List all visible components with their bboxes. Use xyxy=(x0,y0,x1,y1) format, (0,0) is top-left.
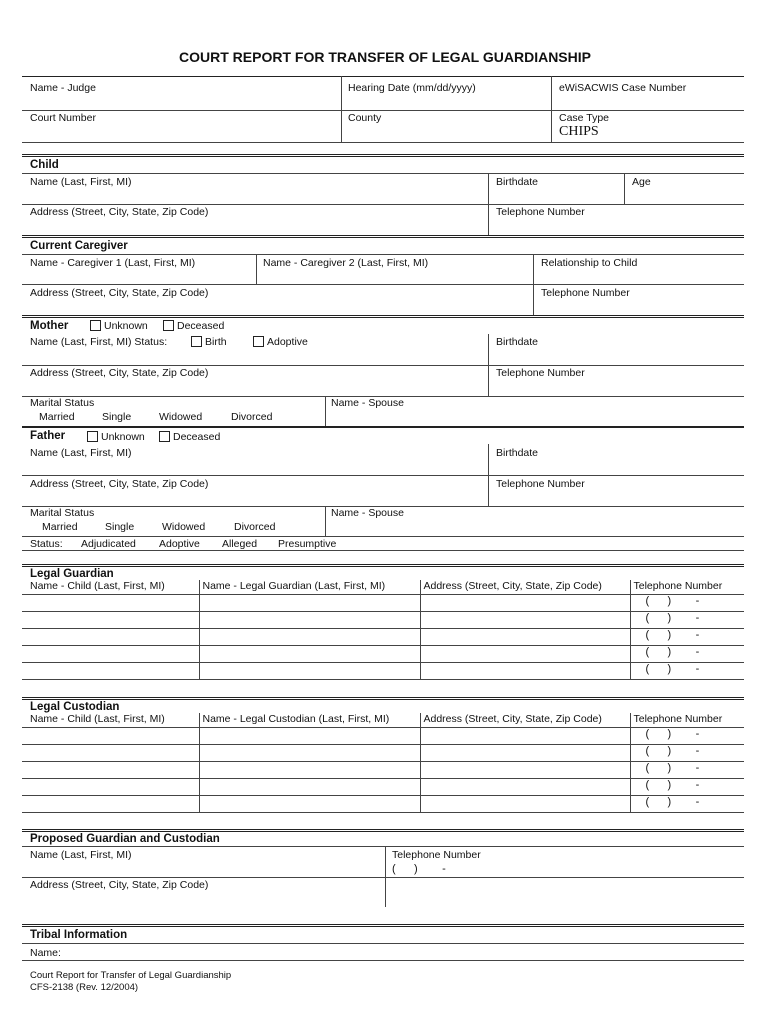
mother-marital-label: Marital Status xyxy=(30,397,95,409)
caregiver-heading: Current Caregiver xyxy=(30,240,128,252)
guardian-phone-cell[interactable] xyxy=(630,594,744,611)
guardian-address-cell[interactable] xyxy=(420,645,630,662)
custodian-child-cell[interactable] xyxy=(22,744,199,761)
father-deceased-checkbox[interactable] xyxy=(159,431,170,442)
child-heading: Child xyxy=(30,159,59,171)
divider xyxy=(22,284,744,285)
father-telephone-field[interactable] xyxy=(496,491,740,505)
divider xyxy=(22,877,744,878)
guardian-child-cell[interactable] xyxy=(22,611,199,628)
child-birthdate-label: Birthdate xyxy=(496,176,539,188)
divider xyxy=(22,846,744,847)
column-header: Telephone Number xyxy=(630,713,744,727)
table-row[interactable] xyxy=(22,594,744,611)
case-number-field[interactable] xyxy=(559,94,739,108)
proposed-name-field[interactable] xyxy=(30,862,379,876)
mother-adoptive-option[interactable] xyxy=(253,336,308,348)
column-header: Address (Street, City, State, Zip Code) xyxy=(420,713,630,727)
mother-divorced-option[interactable]: Divorced xyxy=(231,411,273,423)
judge-field[interactable] xyxy=(30,94,335,108)
guardian-child-cell[interactable] xyxy=(22,662,199,679)
divider xyxy=(22,550,744,551)
guardian-address-cell[interactable] xyxy=(420,611,630,628)
caregiver-telephone-label: Telephone Number xyxy=(541,287,630,299)
legal-guardian-table xyxy=(22,580,744,680)
caregiver-telephone-field[interactable] xyxy=(541,299,740,313)
guardian-address-cell[interactable] xyxy=(420,662,630,679)
county-label: County xyxy=(348,112,382,124)
guardian-child-cell[interactable] xyxy=(22,594,199,611)
table-header-row xyxy=(22,580,744,594)
divider xyxy=(22,254,744,255)
tribal-heading: Tribal Information xyxy=(30,929,128,941)
father-adoptive-option[interactable]: Adoptive xyxy=(159,538,200,550)
table-row[interactable] xyxy=(22,744,744,761)
court-number-label: Court Number xyxy=(30,112,96,124)
mother-birth-label: Birth xyxy=(205,336,227,348)
mother-single-option[interactable]: Single xyxy=(102,411,132,423)
mother-unknown-option[interactable] xyxy=(90,320,148,332)
divider xyxy=(22,960,744,961)
proposed-address-label: Address (Street, City, State, Zip Code) xyxy=(30,879,209,891)
divider xyxy=(551,76,552,142)
column-header: Telephone Number xyxy=(630,580,744,594)
father-marital-label: Marital Status xyxy=(30,507,95,519)
divider xyxy=(22,536,744,537)
table-row[interactable] xyxy=(22,795,744,812)
case-type-label: Case Type xyxy=(559,112,610,124)
guardian-address-cell[interactable] xyxy=(420,594,630,611)
custodian-address-cell[interactable] xyxy=(420,727,630,744)
father-widowed-option[interactable]: Widowed xyxy=(162,521,206,533)
proposed-telephone-field[interactable]: ( ) - xyxy=(392,863,446,875)
father-spouse-field[interactable] xyxy=(331,520,740,534)
child-name-field[interactable] xyxy=(30,189,482,203)
mother-name-status-label: Name (Last, First, MI) Status: xyxy=(30,336,168,348)
custodian-name-cell[interactable] xyxy=(199,744,420,761)
section-rule xyxy=(22,235,744,238)
father-unknown-checkbox[interactable] xyxy=(87,431,98,442)
footer-form-number: CFS-2138 (Rev. 12/2004) xyxy=(30,982,139,993)
custodian-phone-cell[interactable] xyxy=(630,761,744,778)
custodian-address-cell[interactable] xyxy=(420,761,630,778)
proposed-address-field[interactable] xyxy=(30,892,379,906)
phone-placeholder: ( ) - xyxy=(645,761,700,774)
section-rule xyxy=(22,154,744,157)
child-address-field[interactable] xyxy=(30,219,482,233)
divider xyxy=(325,396,326,426)
divider xyxy=(624,173,625,204)
table-row[interactable] xyxy=(22,628,744,645)
custodian-phone-cell[interactable] xyxy=(630,778,744,795)
custodian-phone-cell[interactable] xyxy=(630,795,744,812)
phone-placeholder: ( ) - xyxy=(645,662,700,675)
county-field[interactable] xyxy=(348,124,546,138)
father-telephone-label: Telephone Number xyxy=(496,478,585,490)
father-birthdate-field[interactable] xyxy=(496,460,740,474)
custodian-address-cell[interactable] xyxy=(420,795,630,812)
hearing-date-label: Hearing Date (mm/dd/yyyy) xyxy=(348,82,476,94)
phone-placeholder: ( ) - xyxy=(645,795,700,808)
child-address-label: Address (Street, City, State, Zip Code) xyxy=(30,206,209,218)
phone-placeholder: ( ) - xyxy=(645,594,700,607)
guardian-child-cell[interactable] xyxy=(22,628,199,645)
phone-placeholder: ( ) - xyxy=(645,645,700,658)
custodian-name-cell[interactable] xyxy=(199,778,420,795)
divider xyxy=(341,76,342,142)
section-rule xyxy=(22,315,744,318)
mother-unknown-label: Unknown xyxy=(104,320,148,332)
phone-placeholder: ( ) - xyxy=(645,744,700,757)
caregiver-address-field[interactable] xyxy=(30,299,527,313)
guardian-name-cell[interactable] xyxy=(199,645,420,662)
divider xyxy=(22,365,744,366)
guardian-name-cell[interactable] xyxy=(199,662,420,679)
mother-spouse-label: Name - Spouse xyxy=(331,397,404,409)
proposed-address-extra-field[interactable] xyxy=(392,892,740,906)
father-married-option[interactable]: Married xyxy=(42,521,78,533)
phone-placeholder: ( ) - xyxy=(645,611,700,624)
table-row[interactable] xyxy=(22,727,744,744)
mother-telephone-label: Telephone Number xyxy=(496,367,585,379)
column-header: Name - Legal Guardian (Last, First, MI) xyxy=(199,580,420,594)
father-adjudicated-option[interactable]: Adjudicated xyxy=(81,538,136,550)
guardian-name-cell[interactable] xyxy=(199,611,420,628)
divider xyxy=(256,254,257,284)
section-rule xyxy=(22,829,744,832)
column-header: Name - Child (Last, First, MI) xyxy=(22,580,199,594)
custodian-child-cell[interactable] xyxy=(22,795,199,812)
mother-deceased-label: Deceased xyxy=(177,320,225,332)
divider xyxy=(22,943,744,944)
child-age-field[interactable] xyxy=(632,189,740,203)
mother-birth-option[interactable] xyxy=(191,336,227,348)
mother-address-field[interactable] xyxy=(30,380,482,394)
custodian-name-cell[interactable] xyxy=(199,761,420,778)
father-unknown-option[interactable] xyxy=(87,431,145,443)
table-row[interactable] xyxy=(22,645,744,662)
mother-birthdate-field[interactable] xyxy=(496,349,740,363)
mother-deceased-option[interactable] xyxy=(163,320,224,332)
custodian-name-cell[interactable] xyxy=(199,727,420,744)
section-rule xyxy=(22,564,744,567)
phone-placeholder: ( ) - xyxy=(645,727,700,740)
mother-birth-checkbox[interactable] xyxy=(191,336,202,347)
guardian-phone-cell[interactable] xyxy=(630,611,744,628)
table-header-row xyxy=(22,713,744,727)
child-birthdate-field[interactable] xyxy=(496,189,620,203)
tribal-name-label: Name: xyxy=(30,947,61,959)
mother-telephone-field[interactable] xyxy=(496,380,740,394)
divider xyxy=(22,142,744,143)
form-title: COURT REPORT FOR TRANSFER OF LEGAL GUARDIANSHIP xyxy=(179,49,591,65)
mother-birthdate-label: Birthdate xyxy=(496,336,539,348)
section-rule xyxy=(22,426,744,428)
child-telephone-label: Telephone Number xyxy=(496,206,585,218)
hearing-date-field[interactable] xyxy=(348,94,546,108)
guardian-phone-cell[interactable] xyxy=(630,628,744,645)
section-rule xyxy=(22,697,744,700)
father-spouse-label: Name - Spouse xyxy=(331,507,404,519)
judge-label: Name - Judge xyxy=(30,82,96,94)
mother-adoptive-label: Adoptive xyxy=(267,336,308,348)
legal-guardian-heading: Legal Guardian xyxy=(30,568,114,580)
guardian-address-cell[interactable] xyxy=(420,628,630,645)
mother-heading: Mother xyxy=(30,320,69,332)
mother-widowed-option[interactable]: Widowed xyxy=(159,411,203,423)
caregiver2-label: Name - Caregiver 2 (Last, First, MI) xyxy=(263,257,429,269)
divider xyxy=(22,110,744,111)
legal-custodian-table xyxy=(22,713,744,813)
child-name-label: Name (Last, First, MI) xyxy=(30,176,132,188)
custodian-address-cell[interactable] xyxy=(420,778,630,795)
father-heading: Father xyxy=(30,430,66,442)
father-alleged-option[interactable]: Alleged xyxy=(222,538,258,550)
proposed-telephone-label: Telephone Number xyxy=(392,849,481,861)
father-address-label: Address (Street, City, State, Zip Code) xyxy=(30,478,209,490)
court-number-field[interactable] xyxy=(30,124,335,138)
case-type-value[interactable]: CHIPS xyxy=(559,124,599,139)
legal-custodian-heading: Legal Custodian xyxy=(30,701,120,713)
guardian-name-cell[interactable] xyxy=(199,594,420,611)
table-row[interactable] xyxy=(22,761,744,778)
custodian-name-cell[interactable] xyxy=(199,795,420,812)
mother-name-field[interactable] xyxy=(30,349,482,363)
section-rule xyxy=(22,924,744,927)
caregiver1-label: Name - Caregiver 1 (Last, First, MI) xyxy=(30,257,196,269)
column-header: Address (Street, City, State, Zip Code) xyxy=(420,580,630,594)
mother-address-label: Address (Street, City, State, Zip Code) xyxy=(30,367,209,379)
custodian-child-cell[interactable] xyxy=(22,761,199,778)
custodian-phone-cell[interactable] xyxy=(630,744,744,761)
header-top-rule xyxy=(22,76,744,77)
father-name-field[interactable] xyxy=(30,460,482,474)
mother-unknown-checkbox[interactable] xyxy=(90,320,101,331)
divider xyxy=(325,506,326,536)
divider xyxy=(22,204,744,205)
column-header: Name - Legal Custodian (Last, First, MI) xyxy=(199,713,420,727)
proposed-heading: Proposed Guardian and Custodian xyxy=(30,833,220,845)
father-status-label: Status: xyxy=(30,538,63,550)
relationship-label: Relationship to Child xyxy=(541,257,638,269)
footer-form-name: Court Report for Transfer of Legal Guardianship xyxy=(30,970,232,981)
relationship-field[interactable] xyxy=(541,269,740,283)
father-divorced-option[interactable]: Divorced xyxy=(234,521,276,533)
table-row[interactable] xyxy=(22,662,744,679)
guardian-phone-cell[interactable] xyxy=(630,645,744,662)
proposed-name-label: Name (Last, First, MI) xyxy=(30,849,132,861)
mother-deceased-checkbox[interactable] xyxy=(163,320,174,331)
caregiver-address-label: Address (Street, City, State, Zip Code) xyxy=(30,287,209,299)
father-presumptive-option[interactable]: Presumptive xyxy=(278,538,337,550)
table-row[interactable] xyxy=(22,611,744,628)
child-telephone-field[interactable] xyxy=(496,219,740,233)
divider xyxy=(22,475,744,476)
custodian-address-cell[interactable] xyxy=(420,744,630,761)
father-single-option[interactable]: Single xyxy=(105,521,135,533)
mother-spouse-field[interactable] xyxy=(331,410,740,424)
custodian-child-cell[interactable] xyxy=(22,727,199,744)
guardian-phone-cell[interactable] xyxy=(630,662,744,679)
mother-adoptive-checkbox[interactable] xyxy=(253,336,264,347)
custodian-child-cell[interactable] xyxy=(22,778,199,795)
child-age-label: Age xyxy=(632,176,651,188)
father-birthdate-label: Birthdate xyxy=(496,447,539,459)
custodian-phone-cell[interactable] xyxy=(630,727,744,744)
father-deceased-option[interactable] xyxy=(159,431,220,443)
caregiver1-field[interactable] xyxy=(30,269,250,283)
phone-placeholder: ( ) - xyxy=(645,778,700,791)
caregiver2-field[interactable] xyxy=(263,269,527,283)
table-row[interactable] xyxy=(22,778,744,795)
divider xyxy=(22,173,744,174)
guardian-name-cell[interactable] xyxy=(199,628,420,645)
case-number-label: eWiSACWIS Case Number xyxy=(559,82,687,94)
guardian-child-cell[interactable] xyxy=(22,645,199,662)
mother-married-option[interactable]: Married xyxy=(39,411,75,423)
tribal-name-field[interactable] xyxy=(66,946,740,960)
father-address-field[interactable] xyxy=(30,491,482,505)
father-unknown-label: Unknown xyxy=(101,431,145,443)
column-header: Name - Child (Last, First, MI) xyxy=(22,713,199,727)
phone-placeholder: ( ) - xyxy=(645,628,700,641)
father-deceased-label: Deceased xyxy=(173,431,221,443)
father-name-label: Name (Last, First, MI) xyxy=(30,447,132,459)
